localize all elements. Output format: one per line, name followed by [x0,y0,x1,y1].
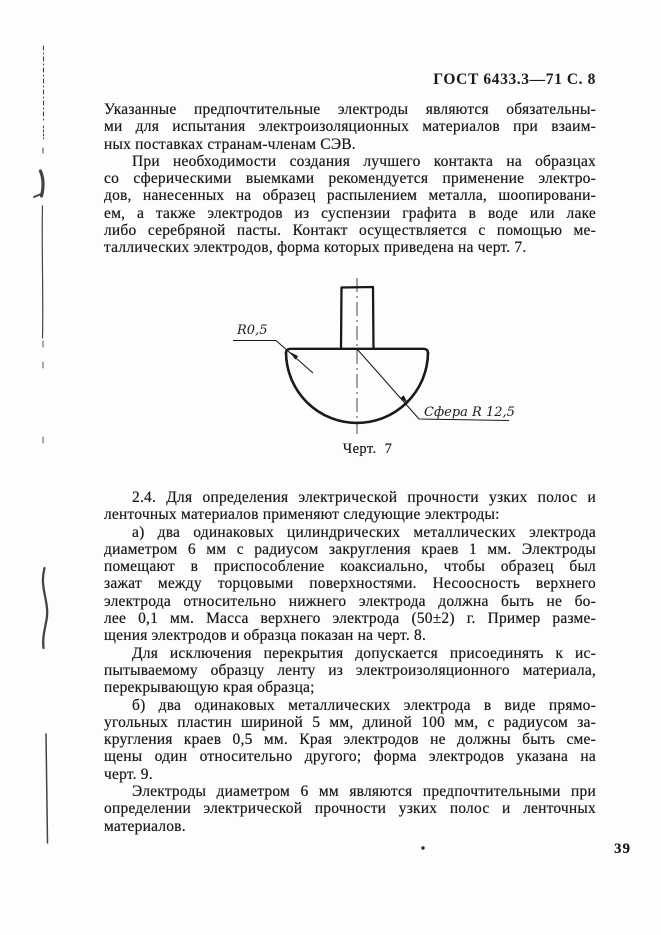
figure-caption: Черт. 7 [342,441,393,457]
figure-7 [0,272,661,492]
binding-mark [41,171,43,196]
text-line: пытываемому образцу ленту из электроизоляционного материала, [104,661,596,679]
text-line: б) два одинаковых металлических электрода в виде прямо- [132,696,596,714]
text-line: лее 0,1 мм. Масса верхнего электрода (50±2) г. Пример разме- [104,610,596,628]
text-line: угольных пластин шириной 5 мм, длиной 100 мм, с радиусом за- [104,713,596,731]
text-line: ем, а также электродов из суспензии графита в воде или лаке [104,204,596,222]
text-line: электрода относительно нижнего электрода должна быть не бо- [104,592,596,610]
text-block-bottom [104,489,596,835]
text-line: со сферическими выемками рекомендуется применение электро- [104,170,596,188]
text-line: либо серебряной пасты. Контакт осуществляется с помощью ме- [104,222,596,240]
text-line: Электроды диаметром 6 мм являются предпочтительными при [132,783,596,801]
sphere-radius-label: Сфера R 12,5 [424,405,515,420]
text-line: помещают в приспособление коаксиально, чтобы образец был [104,558,596,576]
text-line: материалов. [104,817,186,835]
text-line: Указанные предпочтительные электроды являются обязательны- [104,101,596,118]
binding-mark [46,734,48,843]
electrode-drawing [0,272,661,492]
binding-mark [43,568,47,648]
text-line: ленточных материалов применяют следующие электроды: [104,506,500,524]
text-line: зажат между торцовыми поверхностями. Несоосность верхнего [104,575,596,593]
text-line: а) два одинаковых цилиндрических металлических электрода [132,523,596,541]
page-number: 39 [614,841,631,857]
text-line: Для исключения перекрытия допускается присоединять к ис- [132,644,596,662]
text-line: диаметром 6 мм с радиусом закругления краев 1 мм. Электроды [104,540,596,558]
text-block-top [104,101,596,257]
text-line: черт. 9. [104,765,153,783]
page-header: ГОСТ 6433.3—71 С. 8 [433,71,596,88]
binding-mark [34,194,41,197]
ink-speck [421,846,424,849]
text-line: таллических электродов, форма которых приведена на черт. 7. [104,239,527,257]
fillet-radius-label: R0,5 [237,323,268,338]
text-line: щены один относительно другого; форма электродов указана на [104,748,596,766]
text-line: кругления краев 0,5 мм. Края электродов не должны быть сме- [104,731,596,749]
text-line: перекрывающую края образца; [104,679,315,697]
text-line: ми для испытания электроизоляционных материалов при взаим- [104,118,596,136]
text-line: При необходимости создания лучшего контакта на образцах [132,152,596,170]
text-line: дов, нанесенных на образец распылением металла, шоопировани- [104,187,596,205]
text-line: определении электрической прочности узких полос и ленточных [104,800,596,818]
fillet-leader-line [233,341,313,374]
text-line: 2.4. Для определения электрической прочности узких полос и [132,489,596,506]
text-line: ных поставках странам-членам СЭВ. [104,135,356,153]
text-line: щения электродов и образца показан на черт. 8. [104,627,427,645]
